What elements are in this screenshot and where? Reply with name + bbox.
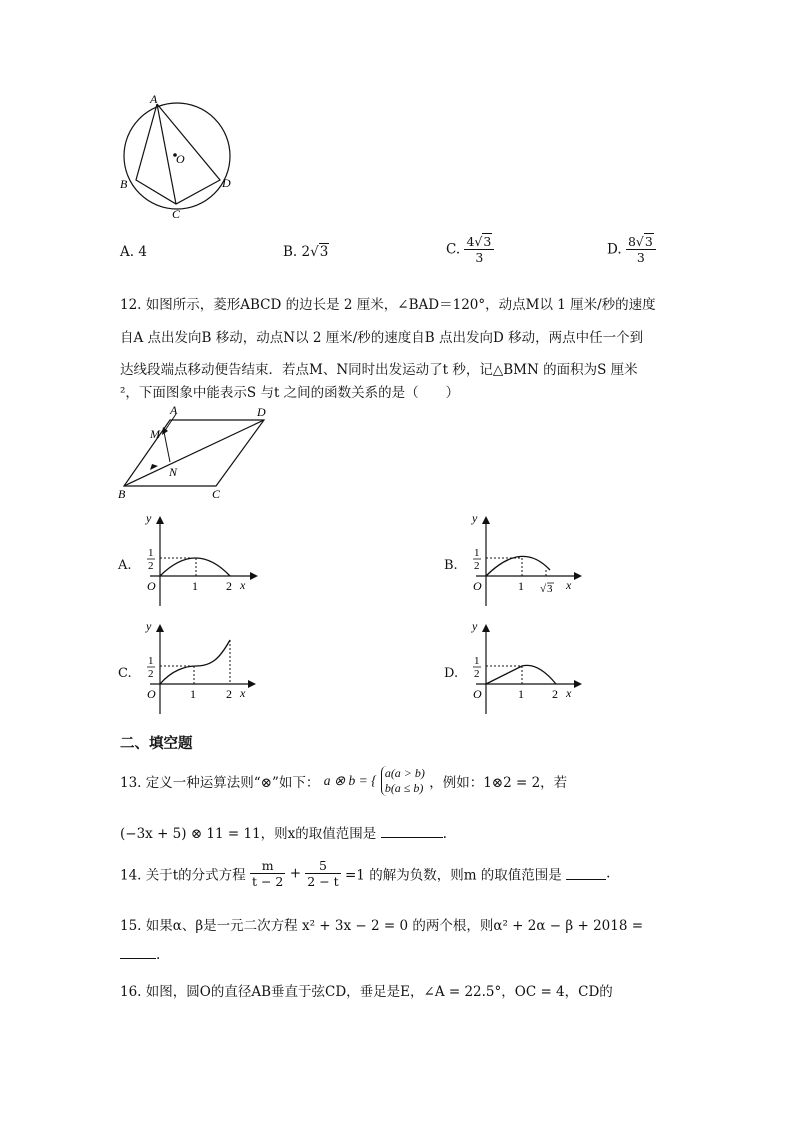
svg-text:1: 1 [518, 687, 524, 701]
q13-prefix: 13. 定义一种运算法则“⊗”如下： [120, 775, 320, 791]
svg-text:y: y [472, 511, 478, 525]
option-key: A. [118, 558, 132, 573]
y-arrow [156, 516, 164, 524]
q16-line-1: 16. 如图，圆O的直径AB垂直于弦CD，垂足是E，∠A = 22.5°，OC = 4，CD的 [120, 984, 613, 1000]
q11-option-a[interactable] [120, 244, 147, 260]
curve [160, 640, 230, 684]
q14-line: 14. 关于t的分式方程 $\frac{m}{t - 2}$ + $\frac{5}{2 - t}$ =1 的解为负数，则m 的取值范围是 . [120, 858, 611, 889]
diagonal-bd [124, 420, 264, 486]
circle-figure [112, 88, 252, 228]
option-key: B. [444, 558, 458, 573]
svg-text:1: 1 [474, 655, 480, 667]
curve [486, 665, 556, 684]
q12-line-2: 自A 点出发向B 移动，动点N以 2 厘米/秒的速度自B 点出发向D 移动，两点中任一个到 [120, 330, 644, 346]
svg-text:x: x [240, 686, 246, 700]
svg-text:2: 2 [552, 687, 558, 701]
label-o: O [176, 152, 185, 166]
svg-text:O: O [473, 687, 482, 701]
svg-text:1: 1 [192, 579, 198, 593]
q14-suffix: =1 的解为负数，则m 的取值范围是 [345, 867, 562, 884]
option-coef: 2 [301, 244, 311, 260]
label-n: N [169, 465, 178, 479]
svg-text:2: 2 [148, 560, 154, 572]
svg-text:√: √ [540, 583, 547, 595]
svg-text:x: x [240, 578, 246, 592]
option-key: C. [446, 241, 461, 258]
option-key: C. [118, 666, 132, 681]
answer-blank[interactable] [566, 867, 606, 880]
svg-text:y: y [146, 511, 152, 525]
q12-line-1: 12. 如图所示，菱形ABCD 的边长是 2 厘米，∠BAD＝120°，动点M以 1 厘米/秒的速度 [120, 297, 656, 313]
y-arrow [156, 624, 164, 632]
graph-option-a[interactable] [118, 510, 268, 610]
svg-text:3: 3 [547, 583, 553, 595]
x-arrow [574, 572, 582, 580]
svg-text:2: 2 [474, 668, 480, 680]
option-key: B. [283, 244, 298, 260]
q11-option-c[interactable] [446, 234, 494, 265]
label-m: M [150, 427, 160, 441]
graph-a [128, 510, 268, 610]
option-key: D. [607, 241, 622, 258]
svg-text:O: O [147, 579, 156, 593]
q11-option-b[interactable]: B. 2√3 [283, 244, 329, 260]
graph-b [454, 510, 594, 610]
svg-text:y: y [472, 619, 478, 633]
label-c: C [172, 207, 181, 221]
option-fraction: $\frac{8√3}{3}$ [626, 234, 656, 265]
q13-line-1 [120, 766, 567, 796]
q15-line-2: . [120, 946, 160, 963]
q12-line-4: ²，下面图象中能表示S 与t 之间的函数关系的是（ ） [120, 385, 460, 401]
y-arrow [482, 624, 490, 632]
q11-option-d[interactable] [607, 234, 656, 265]
arrow-head-n [150, 464, 158, 470]
graph-option-b[interactable] [444, 510, 594, 610]
x-arrow [248, 680, 256, 688]
answer-blank[interactable] [120, 946, 156, 959]
graph-d [454, 618, 594, 718]
q13-cases: a(a > b) b(a ≤ b) [381, 766, 425, 796]
label-d: D [257, 405, 266, 419]
option-fraction: $\frac{4√3}{3}$ [464, 234, 494, 265]
curve [160, 558, 230, 576]
label-b: B [120, 177, 128, 191]
graph-c [128, 618, 268, 718]
option-radicand: 3 [319, 244, 329, 260]
q12-line-3: 达线段端点移动便告结束．若点M、N同时出发运动了t 秒，记△BMN 的面积为S 厘米 [120, 362, 638, 378]
label-d: D [222, 176, 231, 190]
label-b: B [118, 487, 126, 501]
q13-suffix: ，例如：1⊗2 = 2，若 [429, 775, 568, 791]
svg-text:y: y [146, 619, 152, 633]
graph-option-d[interactable] [444, 618, 594, 718]
answer-blank[interactable] [381, 825, 443, 838]
curve [486, 556, 550, 576]
svg-text:x: x [566, 686, 572, 700]
section-title: 二、填空题 [120, 736, 193, 752]
svg-text:1: 1 [148, 547, 154, 559]
option-key: A. [120, 244, 135, 260]
q13-lhs: a ⊗ b = { [323, 773, 377, 788]
svg-text:1: 1 [474, 547, 480, 559]
q13-line-2: (−3x + 5) ⊗ 11 = 11，则x的取值范围是 . [120, 826, 447, 842]
svg-text:O: O [473, 579, 482, 593]
svg-text:2: 2 [148, 668, 154, 680]
svg-text:2: 2 [474, 560, 480, 572]
rhombus-figure [112, 400, 282, 505]
x-arrow [250, 572, 258, 580]
y-arrow [482, 516, 490, 524]
svg-text:1: 1 [190, 687, 196, 701]
option-value: 4 [138, 244, 147, 260]
svg-text:1: 1 [518, 579, 524, 593]
svg-text:O: O [147, 687, 156, 701]
q14-prefix: 14. 关于t的分式方程 [120, 867, 246, 884]
label-a: A [170, 403, 178, 417]
q13-condition: (−3x + 5) ⊗ 11 = 11，则x的取值范围是 [120, 826, 377, 842]
svg-text:1: 1 [148, 655, 154, 667]
graph-option-c[interactable] [118, 618, 268, 718]
chord-ac [157, 104, 176, 204]
q14-fraction-2: $\frac{5}{2 - t}$ [307, 858, 339, 889]
x-arrow [574, 680, 582, 688]
svg-text:x: x [566, 578, 572, 592]
q15-line-1: 15. 如果α、β是一元二次方程 x² + 3x − 2 = 0 的两个根，则α² + 2α − β + 2018 = [120, 918, 644, 934]
segment-mn [164, 432, 170, 462]
svg-text:2: 2 [226, 687, 232, 701]
label-c: C [212, 487, 221, 501]
label-a: A [150, 92, 158, 106]
q14-fraction-1: $\frac{m}{t - 2}$ [251, 858, 284, 889]
svg-text:2: 2 [226, 579, 232, 593]
option-key: D. [444, 666, 459, 681]
